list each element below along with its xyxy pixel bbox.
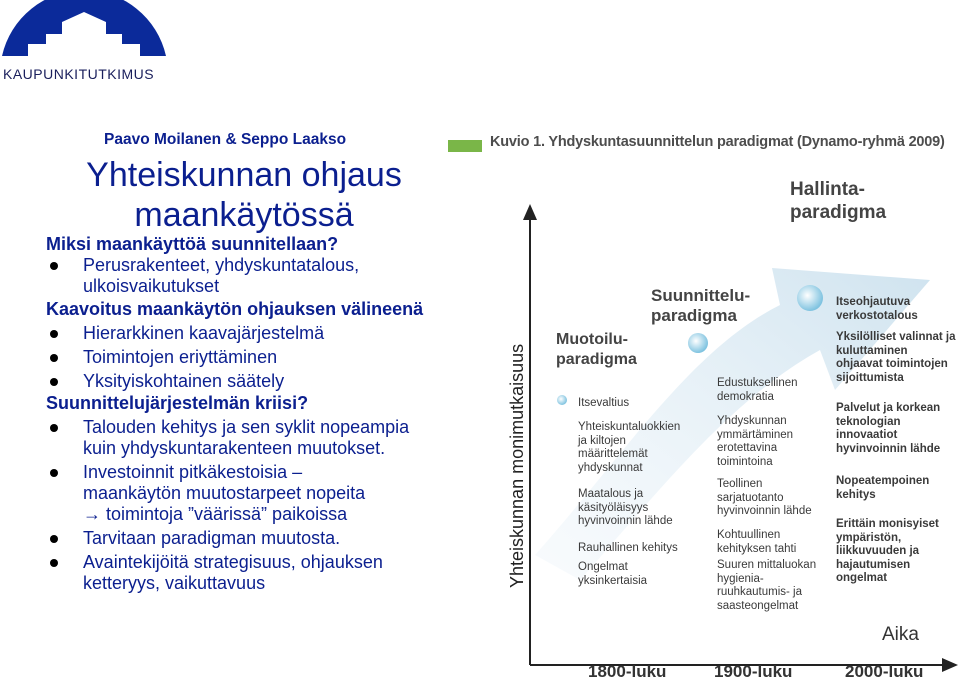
- note-col1: Itsevaltius: [578, 397, 630, 409]
- paradigm-dot: [557, 395, 567, 405]
- bullet-line: Investoinnit pitkäkestoisia –: [83, 462, 303, 482]
- label-line: Hallinta-: [790, 179, 865, 200]
- note-col1: Maatalous ja käsityöläisyys hyvinvoinnin lähde: [578, 488, 673, 527]
- bullet-item: Avaintekijöitä strategisuus, ohjauksen ketteryys, vaikuttavuus: [46, 552, 428, 594]
- figure-caption: Kuvio 1. Yhdyskuntasuunnittelun paradigmat (Dynamo-ryhmä 2009): [490, 134, 945, 150]
- note-col1: Ongelmat yksinkertaisia: [578, 561, 648, 587]
- note-col2: Yhdyskunnan ymmärtäminen erotettavina toimintoina: [717, 415, 794, 468]
- note-col2: Teollinen sarjatuotanto hyvinvoinnin lähde: [717, 478, 812, 517]
- note-col3: Nopeatempoinen kehitys: [836, 475, 930, 501]
- caption-accent-bar: [448, 140, 482, 152]
- note-col1: Rauhallinen kehitys: [578, 542, 678, 554]
- note-col2: Suuren mittaluokan hygienia-ruuhkautumis- ja saasteongelmat: [717, 559, 817, 612]
- note-col3: Palvelut ja korkean teknologian innovaatiot hyvinvoinnin lähde: [836, 402, 941, 455]
- label-line: Suunnittelu-: [651, 286, 751, 305]
- authors: Paavo Moilanen & Seppo Laakso: [104, 131, 347, 148]
- paradigm-label-muotoilu: [556, 330, 637, 370]
- logo: [0, 0, 175, 90]
- note-col2: Edustuksellinen demokratia: [717, 377, 798, 403]
- y-axis-label: Yhteiskunnan monimutkaisuus: [507, 343, 527, 588]
- bullet-line: → toimintoja ”väärissä” paikoissa: [83, 504, 348, 524]
- x-axis-arrowhead: [942, 658, 958, 672]
- note-col1: Yhteiskuntaluokkien ja kiltojen määrittelemät yhdyskunnat: [578, 421, 681, 474]
- note-col3: Erittäin monisyiset ympäristön, liikkuvuuden ja hajautumisen ongelmat: [836, 518, 939, 584]
- label-line: paradigma: [790, 202, 887, 223]
- x-tick-label: 1900-luku: [714, 662, 793, 681]
- x-tick-label: 2000-luku: [845, 662, 924, 681]
- y-axis-arrowhead: [523, 204, 537, 220]
- bullet-item: Yksityiskohtainen säätely: [46, 371, 466, 392]
- bullet-item: Hierarkkinen kaavajärjestelmä: [46, 323, 466, 344]
- label-line: paradigma: [651, 306, 737, 325]
- note-col3: Itseohjautuva verkostotalous: [836, 296, 918, 322]
- bullet-item: Perusrakenteet, yhdyskuntatalous, ulkoisvaikutukset: [46, 255, 466, 297]
- x-axis-label: Aika: [882, 624, 919, 645]
- label-line: paradigma: [556, 351, 637, 368]
- paradigm-label-hallinta: [790, 178, 886, 224]
- paradigm-dot: [688, 333, 708, 353]
- note-col3: Yksilölliset valinnat ja kuluttaminen ohjaavat toimintojen sijoittumista: [836, 331, 956, 384]
- x-tick-label: 1800-luku: [588, 662, 667, 681]
- heading-crisis: Suunnittelujärjestelmän kriisi?: [46, 393, 309, 413]
- main-text: [46, 234, 466, 594]
- logo-text: KAUPUNKITUTKIMUS: [3, 66, 155, 82]
- bullet-line: maankäytön muutostarpeet nopeita: [83, 483, 366, 503]
- paradigm-dot: [797, 285, 823, 311]
- label-line: Muotoilu-: [556, 331, 628, 348]
- note-col2: Kohtuullinen kehityksen tahti: [717, 529, 797, 555]
- heading-zoning: Kaavoitus maankäytön ohjauksen välineenä: [46, 299, 424, 319]
- bullet-item: Toimintojen eriyttäminen: [46, 347, 466, 368]
- bullet-item: Tarvitaan paradigman muutosta.: [46, 528, 466, 549]
- bullet-item: [46, 462, 466, 525]
- bullet-item: Talouden kehitys ja sen syklit nopeampia kuin yhdyskuntarakenteen muutokset.: [46, 417, 428, 459]
- heading-why-plan: Miksi maankäyttöä suunnitellaan?: [46, 234, 339, 254]
- paradigm-label-suunnittelu: [651, 286, 750, 326]
- page-title: Yhteiskunnan ohjaus maankäytössä: [86, 156, 402, 234]
- logo-emblem-icon: [0, 0, 175, 62]
